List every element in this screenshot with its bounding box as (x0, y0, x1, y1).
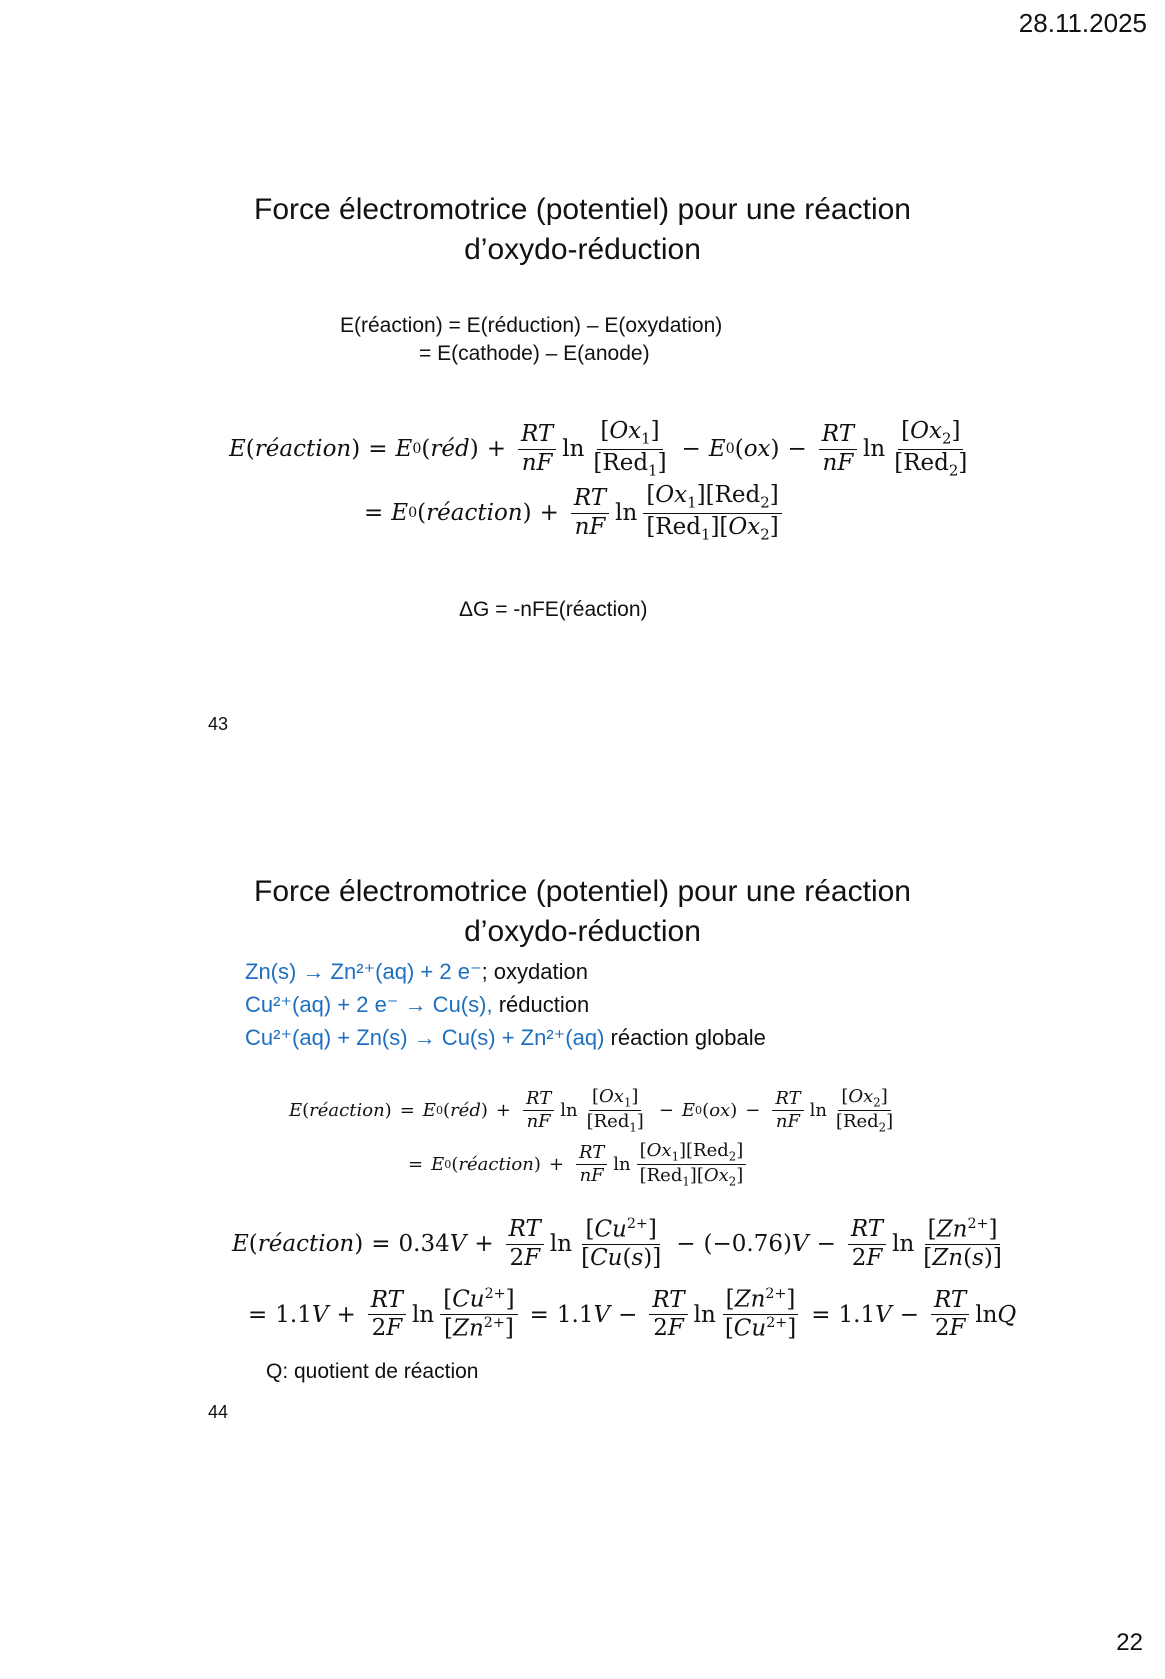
slide-44-nernst-small-line1: E ( réaction ) = E 0 ( réd ) + $\frac{RT}{nF}$ ln $\frac{[Ox_1]}{[Red_1]}$ − E 0 ( ox ) − $\frac{RT}{nF}$ ln $\frac{[Ox_2]}{[Red_2]}$ (289, 1086, 894, 1135)
slide-44-title-line2: d’oxydo-réduction (464, 915, 701, 948)
document-date: 28.11.2025 (1018, 8, 1147, 38)
reaction-oxidation-label: ; oxydation (481, 959, 588, 984)
slide-43-title-line1: Force électromotrice (potentiel) pour une réaction (254, 193, 911, 226)
slide-43-nernst-line2: = E 0 ( réaction ) + $\frac{RT}{nF}$ ln $\frac{[Ox_1][Red_2]}{[Red_1][Ox_2]}$ (364, 482, 786, 544)
reaction-quotient-note: Q: quotient de réaction (266, 1360, 479, 1383)
reaction-reduction (245, 992, 589, 1018)
reaction-global (245, 1025, 766, 1051)
slide-44-applied-line1: E ( réaction ) = 0.34 V + $\frac{RT}{2F}$ ln $\frac{[Cu^{2+}]}{[Cu(s)]}$ − (−0.76) V − $\frac{RT}{2F}$ ln $\frac{[Zn^{2+}]}{[Zn(s)]}$ (232, 1216, 1002, 1272)
reaction-global-equation: Cu²⁺(aq) + Zn(s) → Cu(s) + Zn²⁺(aq) (245, 1025, 605, 1050)
page-number: 22 (1116, 1629, 1143, 1656)
slide-43-number: 43 (208, 714, 229, 734)
reaction-reduction-equation: Cu²⁺(aq) + 2 e⁻ → Cu(s), (245, 992, 493, 1017)
reaction-reduction-label: réduction (492, 992, 590, 1017)
slide-43-delta-g: ΔG = -nFE(réaction) (459, 598, 648, 621)
slide-43-nernst-line1: E ( réaction ) = E 0 ( réd ) + $\frac{RT}{nF}$ ln $\frac{[Ox_1]}{[Red_1]}$ − E 0 ( ox ) − $\frac{RT}{nF}$ ln $\frac{[Ox_2]}{[Red_2]}$ (229, 418, 968, 480)
slide-44-applied-line2: = 1.1 V + $\frac{RT}{2F}$ ln $\frac{[Cu^{2+}]}{[Zn^{2+}]}$ = 1.1 V − $\frac{RT}{2F}$ ln $\frac{[Zn^{2+}]}{[Cu^{2+}]}$ = 1.1 V − $\frac{RT}{2F}$ lnQ (248, 1286, 1017, 1342)
reaction-global-label: réaction globale (604, 1025, 766, 1050)
slide-43-eq-line1: E(réaction) = E(réduction) – E(oxydation) (340, 314, 723, 337)
slide-44-title-line1: Force électromotrice (potentiel) pour une réaction (254, 875, 911, 908)
slide-44-title (0, 872, 1165, 952)
slide-43-eq-line2: = E(cathode) – E(anode) (419, 342, 650, 365)
reaction-oxidation-equation: Zn(s) → Zn²⁺(aq) + 2 e⁻ (245, 959, 482, 984)
reaction-oxidation (245, 959, 588, 985)
slide-44-number: 44 (208, 1402, 229, 1422)
slide-44-nernst-small-line2: = E 0 ( réaction ) + $\frac{RT}{nF}$ ln $\frac{[Ox_1][Red_2]}{[Red_1][Ox_2]}$ (408, 1140, 750, 1188)
slide-43-title (0, 190, 1165, 270)
slide-43-title-line2: d’oxydo-réduction (464, 233, 701, 266)
